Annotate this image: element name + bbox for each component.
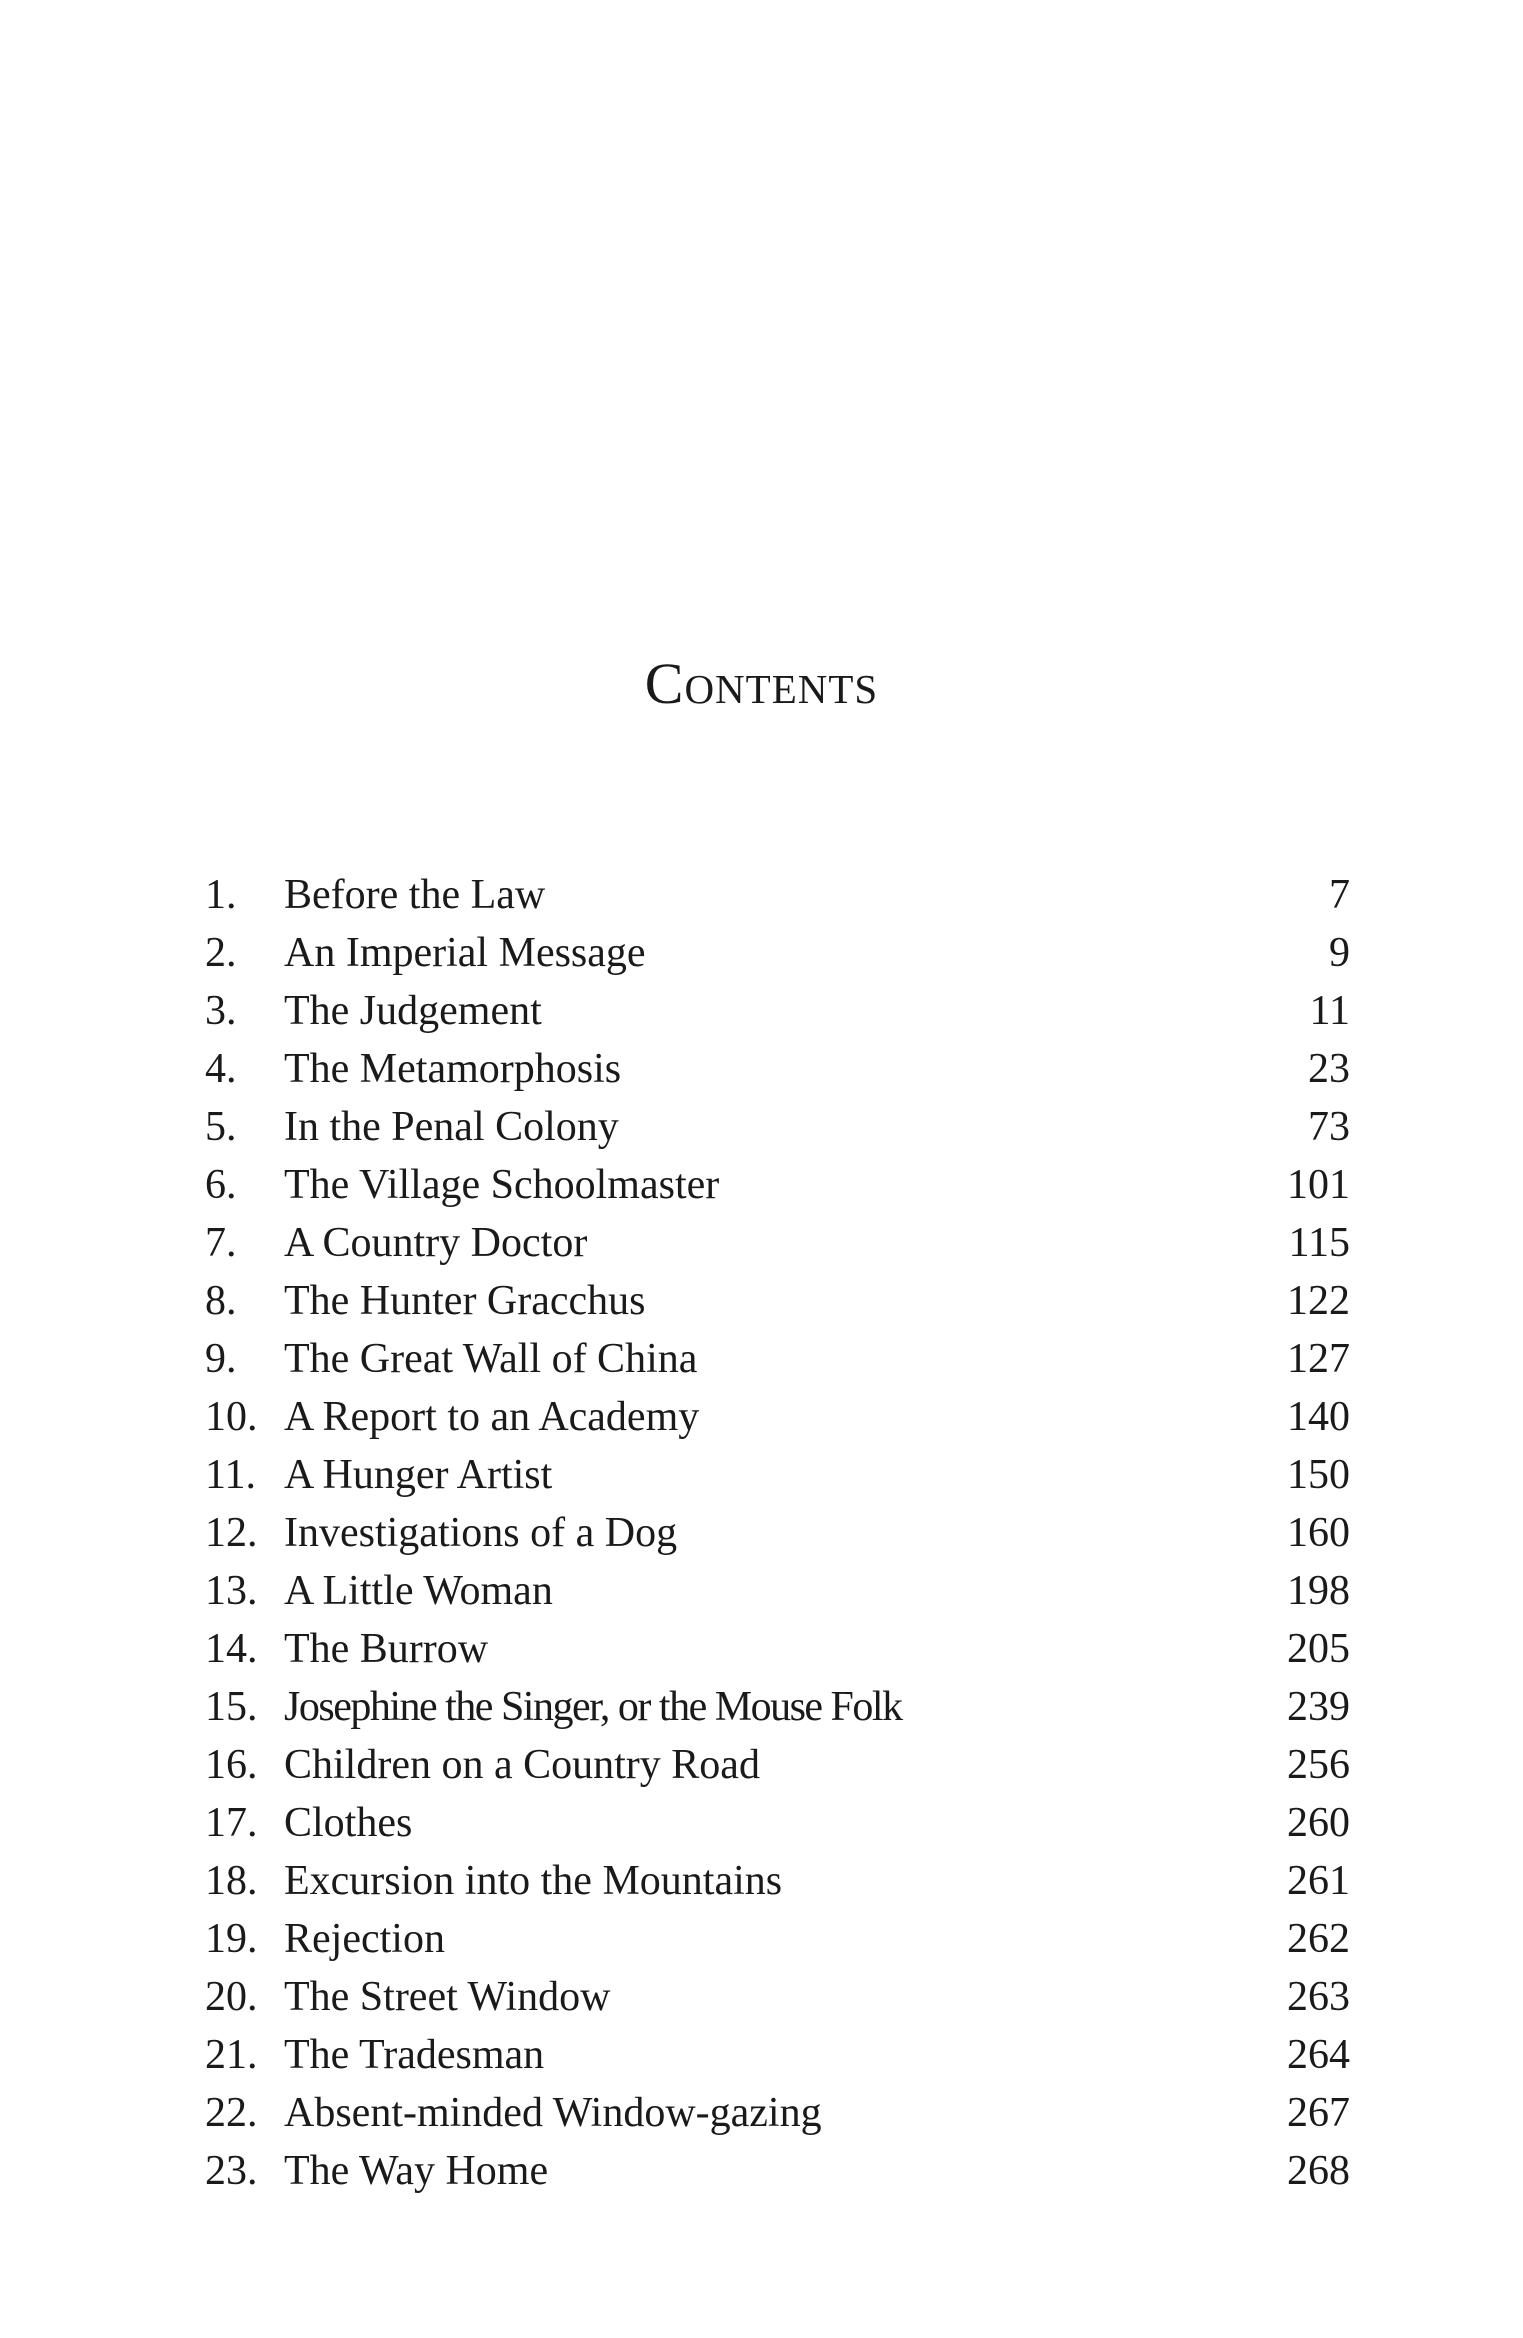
toc-entry-number: 13. <box>205 1568 258 1614</box>
toc-entry-number: 22. <box>205 2090 258 2136</box>
toc-entry-number: 5. <box>205 1104 237 1150</box>
toc-entry <box>205 1214 1350 1272</box>
toc-entry-number: 11. <box>205 1452 256 1498</box>
toc-entry-title: The Judgement <box>284 988 542 1034</box>
toc-entry <box>205 1504 1350 1562</box>
toc-entry <box>205 1910 1350 1968</box>
toc-entry-number: 9. <box>205 1336 237 1382</box>
toc-entry <box>205 1040 1350 1098</box>
toc-entry <box>205 2142 1350 2200</box>
toc-entry-number: 23. <box>205 2148 258 2194</box>
toc-entry-title: The Tradesman <box>284 2032 545 2078</box>
toc-entry-title: The Way Home <box>284 2148 549 2194</box>
toc-entry-page: 268 <box>1287 2148 1350 2194</box>
toc-entry-title: The Metamorphosis <box>284 1046 622 1092</box>
toc-entry-title: Absent-minded Window-gazing <box>284 2090 822 2136</box>
toc-entry-title: A Report to an Academy <box>284 1394 700 1440</box>
toc-entry <box>205 1446 1350 1504</box>
toc-entry-page: 262 <box>1287 1916 1350 1962</box>
toc-entry-number: 6. <box>205 1162 237 1208</box>
toc-entry-number: 12. <box>205 1510 258 1556</box>
toc-entry-number: 16. <box>205 1742 258 1788</box>
toc-entry-title: An Imperial Message <box>284 930 646 976</box>
toc-entry-page: 11 <box>1309 988 1350 1034</box>
toc-entry <box>205 1620 1350 1678</box>
toc-entry-page: 264 <box>1287 2032 1350 2078</box>
toc-entry-page: 115 <box>1288 1220 1350 1266</box>
toc-entry-number: 19. <box>205 1916 258 1962</box>
toc-entry-page: 9 <box>1329 930 1350 976</box>
toc-entry <box>205 1968 1350 2026</box>
toc-entry-number: 20. <box>205 1974 258 2020</box>
toc-entry-page: 150 <box>1287 1452 1350 1498</box>
toc-entry <box>205 1794 1350 1852</box>
toc-entry <box>205 1678 1350 1736</box>
toc-entry-title: The Street Window <box>284 1974 611 2020</box>
toc-entry-page: 261 <box>1287 1858 1350 1904</box>
toc-entry-page: 127 <box>1287 1336 1350 1382</box>
toc-entry-number: 17. <box>205 1800 258 1846</box>
toc-entry <box>205 1098 1350 1156</box>
toc-entry-page: 140 <box>1287 1394 1350 1440</box>
toc-entry-page: 198 <box>1287 1568 1350 1614</box>
toc-entry-page: 205 <box>1287 1626 1350 1672</box>
toc-entry-title: In the Penal Colony <box>284 1104 619 1150</box>
toc-entry <box>205 2084 1350 2142</box>
toc-entry <box>205 1852 1350 1910</box>
toc-entry-page: 7 <box>1329 872 1350 918</box>
toc-entry-number: 4. <box>205 1046 237 1092</box>
toc-entry <box>205 924 1350 982</box>
toc-entry <box>205 1330 1350 1388</box>
toc-entry-page: 160 <box>1287 1510 1350 1556</box>
toc-entry-title: Josephine the Singer, or the Mouse Folk <box>284 1684 902 1730</box>
toc-entry-title: A Hunger Artist <box>284 1452 553 1498</box>
toc-entry-page: 263 <box>1287 1974 1350 2020</box>
toc-entry-page: 73 <box>1308 1104 1350 1150</box>
toc-entry-title: A Country Doctor <box>284 1220 588 1266</box>
toc-entry-title: The Village Schoolmaster <box>284 1162 720 1208</box>
page-title: Contents <box>644 651 879 716</box>
toc-entry <box>205 1272 1350 1330</box>
toc-entry-page: 239 <box>1287 1684 1350 1730</box>
toc-entry-number: 3. <box>205 988 237 1034</box>
toc-entry-page: 256 <box>1287 1742 1350 1788</box>
toc-entry-page: 23 <box>1308 1046 1350 1092</box>
toc-entry-number: 15. <box>205 1684 258 1730</box>
toc-entry-number: 14. <box>205 1626 258 1672</box>
toc-entry-title: A Little Woman <box>284 1568 553 1614</box>
toc-entry-number: 8. <box>205 1278 237 1324</box>
toc-entry-page: 267 <box>1287 2090 1350 2136</box>
toc-entry-title: Investigations of a Dog <box>284 1510 678 1556</box>
toc-entry-number: 10. <box>205 1394 258 1440</box>
toc-entry-number: 7. <box>205 1220 237 1266</box>
toc-entry-title: Rejection <box>284 1916 445 1962</box>
toc-entry-number: 1. <box>205 872 237 918</box>
toc-entry-number: 2. <box>205 930 237 976</box>
table-of-contents <box>205 866 1350 2200</box>
toc-entry <box>205 982 1350 1040</box>
toc-entry <box>205 1156 1350 1214</box>
toc-entry-number: 21. <box>205 2032 258 2078</box>
toc-entry-page: 101 <box>1287 1162 1350 1208</box>
toc-entry-title: The Burrow <box>284 1626 489 1672</box>
toc-entry-title: Excursion into the Mountains <box>284 1858 783 1904</box>
toc-entry-page: 122 <box>1287 1278 1350 1324</box>
toc-entry-title: Children on a Country Road <box>284 1742 760 1788</box>
toc-entry <box>205 1562 1350 1620</box>
toc-entry-title: The Great Wall of China <box>284 1336 698 1382</box>
toc-entry <box>205 2026 1350 2084</box>
toc-entry <box>205 866 1350 924</box>
toc-entry-title: Clothes <box>284 1800 413 1846</box>
toc-entry <box>205 1388 1350 1446</box>
toc-entry-number: 18. <box>205 1858 258 1904</box>
toc-entry <box>205 1736 1350 1794</box>
toc-entry-title: The Hunter Gracchus <box>284 1278 646 1324</box>
toc-entry-title: Before the Law <box>284 872 546 918</box>
toc-entry-page: 260 <box>1287 1800 1350 1846</box>
